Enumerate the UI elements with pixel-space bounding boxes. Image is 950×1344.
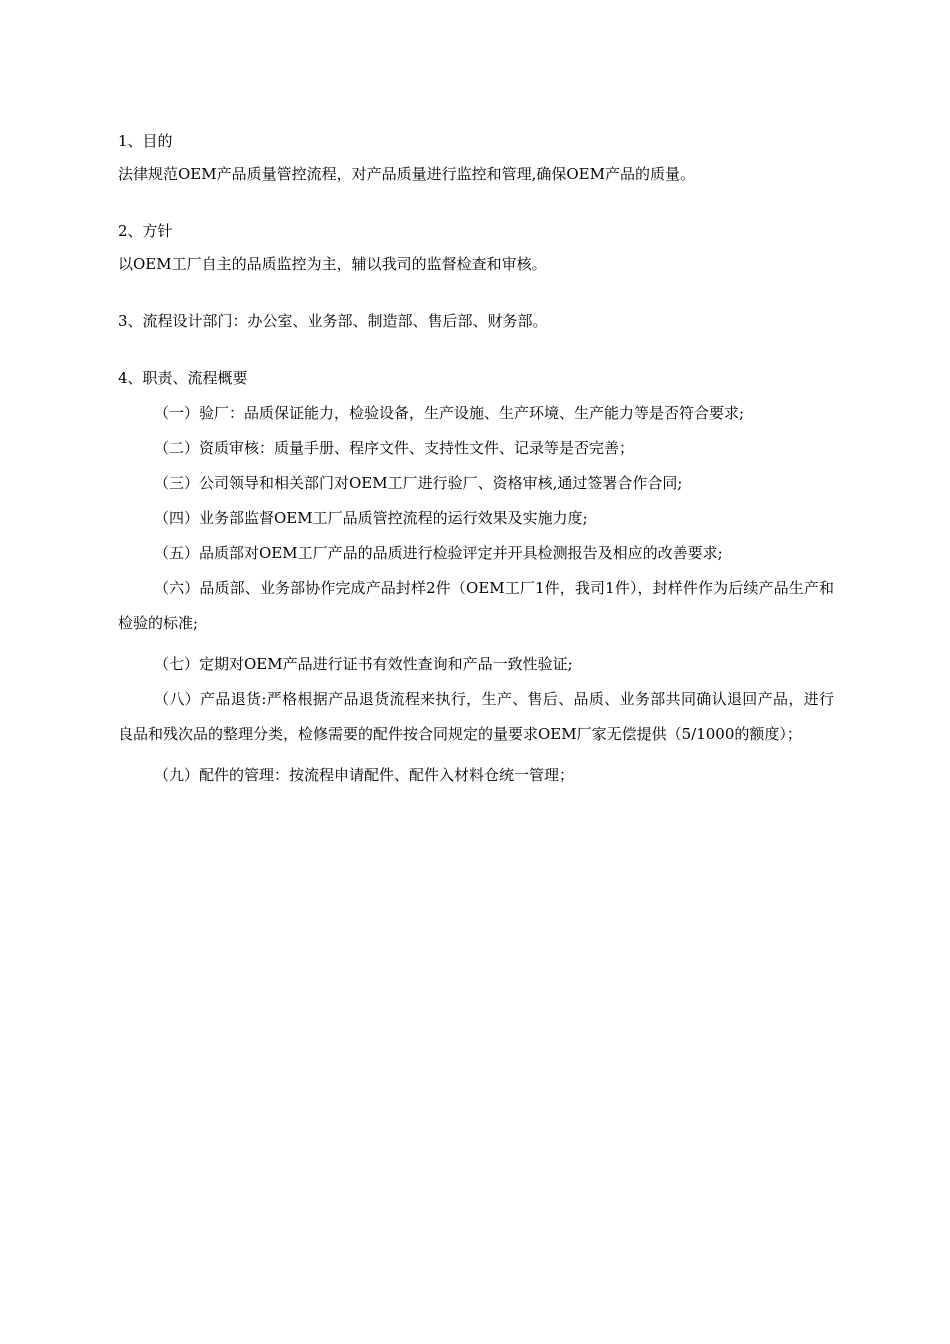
list-item: （九）配件的管理：按流程申请配件、配件入材料仓统一管理； xyxy=(154,766,575,784)
section-heading: 4、职责、流程概要 xyxy=(118,369,248,387)
section-paragraph: 法律规范OEM产品质量管控流程，对产品质量进行监控和管理,确保OEM产品的质量。 xyxy=(118,165,695,183)
list-item: （三）公司领导和相关部门对OEM工厂进行验厂、资格审核,通过签署合作合同; xyxy=(154,474,683,492)
list-item: （七）定期对OEM产品进行证书有效性查询和产品一致性验证; xyxy=(154,655,573,673)
list-item: （六）品质部、业务部协作完成产品封样2件（OEM工厂1件，我司1件），封样件作为后续产品生产和检验的标准; xyxy=(118,579,834,632)
document-body xyxy=(118,130,834,787)
section-policy xyxy=(118,220,834,276)
list-item: （四）业务部监督OEM工厂品质管控流程的运行效果及实施力度; xyxy=(154,509,588,527)
section-heading: 3、流程设计部门：办公室、业务部、制造部、售后部、财务部。 xyxy=(118,312,548,330)
section-responsibilities xyxy=(118,367,834,787)
section-heading: 2、方针 xyxy=(118,222,173,240)
section-heading: 1、目的 xyxy=(118,132,173,150)
list-item: （一）验厂：品质保证能力，检验设备，生产设施、生产环境、生产能力等是否符合要求; xyxy=(154,404,745,422)
section-purpose xyxy=(118,130,834,186)
section-departments xyxy=(118,310,834,333)
list-item: （二）资质审核：质量手册、程序文件、支持性文件、记录等是否完善； xyxy=(154,439,635,457)
section-paragraph: 以OEM工厂自主的品质监控为主，辅以我司的监督检查和审核。 xyxy=(118,255,547,273)
list-item: （五）品质部对OEM工厂产品的品质进行检验评定并开具检测报告及相应的改善要求; xyxy=(154,544,723,562)
list-item: （八）产品退货:严格根据产品退货流程来执行，生产、售后、品质、业务部共同确认退回产品，进行良品和残次品的整理分类，检修需要的配件按合同规定的量要求OEM厂家无偿提供（5/1000的额度）； xyxy=(118,690,834,743)
